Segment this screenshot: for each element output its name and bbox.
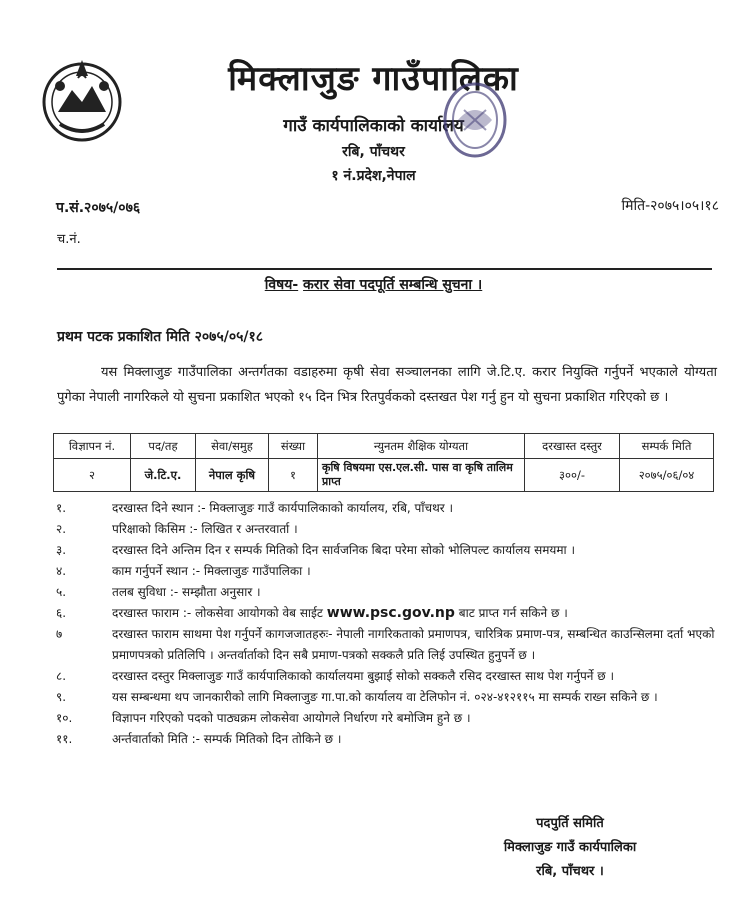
list-item: [56, 561, 720, 582]
table-header-cell: सेवा/समुह: [196, 434, 269, 459]
item-text: विज्ञापन गरिएको पदको पाठ्यक्रम लोकसेवा आयोगले निर्धारण गरे बमोजिम हुने छ ।: [112, 711, 471, 725]
office-address: रबि, पाँचथर: [342, 144, 405, 160]
office-name: गाउँ कार्यपालिकाको कार्यालय: [283, 116, 464, 136]
notice-items: [56, 498, 720, 750]
list-item: [56, 519, 720, 540]
signature-block: [470, 812, 670, 884]
psc-website-link[interactable]: www.psc.gov.np: [326, 605, 455, 621]
table-cell: ३००/-: [525, 459, 620, 492]
item-text: अर्न्तवार्ताको मिति :- सम्पर्क मितिको दिन तोकिने छ ।: [112, 732, 342, 746]
list-item: [56, 708, 720, 729]
item-number: ५.: [56, 585, 67, 599]
intro-paragraph: यस मिक्लाजुङ गाउँपालिका अन्तर्गतका वडाहरुमा कृषी सेवा सञ्चालनका लागि जे.टि.ए. करार नियुक्ति गर्नुपर्ने भएकाले योग्यता पुगेका नेपाली नागरिकले यो सुचना प्रकाशित भएको १५ दिन भित्र रितपुर्वकको दस्तखत पेश गर्नु हुन यो सुचना प्रकाशित गरिएको छ ।: [57, 365, 717, 405]
subject-line: [0, 275, 747, 294]
table-header-cell: पद/तह: [131, 434, 196, 459]
list-item: [56, 540, 720, 561]
item-text: काम गर्नुपर्ने स्थान :- मिक्लाजुङ गाउँपालिका ।: [112, 564, 311, 578]
item-number: २.: [56, 522, 67, 536]
table-cell: २०७५/०६/०४: [620, 459, 714, 492]
table-cell: कृषि विषयमा एस.एल.सी. पास वा कृषि तालिम प्राप्त: [318, 459, 525, 492]
table-cell: नेपाल कृषि: [196, 459, 269, 492]
table-header-cell: संख्या: [269, 434, 318, 459]
item-text: दरखास्त दिने स्थान :- मिक्लाजुङ गाउँ कार्यपालिकाको कार्यालय, रबि, पाँचथर ।: [112, 501, 454, 515]
vacancy-table: [53, 433, 714, 492]
item-number: ८.: [56, 669, 67, 683]
list-item: [56, 729, 720, 750]
item-text: [112, 603, 720, 624]
item-text-before: दरखास्त फाराम :- लोकसेवा आयोगको वेब साईट: [112, 606, 327, 620]
item-number: ३.: [56, 543, 67, 557]
table-cell: २: [54, 459, 131, 492]
item-text: परिक्षाको किसिम :- लिखित र अन्तरवार्ता ।: [112, 522, 298, 536]
list-item: [56, 603, 720, 624]
office-province: १ नं.प्रदेश,नेपाल: [331, 168, 416, 184]
list-item: [56, 687, 720, 708]
table-cell: जे.टि.ए.: [131, 459, 196, 492]
table-header-cell: न्युनतम शैक्षिक योग्यता: [318, 434, 525, 459]
signature-committee: पदपुर्ति समिति: [536, 816, 604, 831]
item-text: दरखास्त फाराम साथमा पेश गर्नुपर्ने कागजजातहरुः- नेपाली नागरिकताको प्रमाणपत्र, चारित्रिक प्रमाण-पत्र, सम्बन्धित काउन्सिलमा दर्ता भएको प्रमाणपत्रको प्रतिलिपि । अन्तर्वार्ताको दिन सबै प्रमाण-पत्रको सक्कलै प्रति लिई उपस्थित हुनुपर्ने छ ।: [112, 627, 715, 662]
letter-date: मिति-२०७५।०५।१८: [621, 198, 719, 214]
table-header-row: [54, 434, 714, 459]
item-number: ९.: [56, 690, 67, 704]
table-header-cell: दरखास्त दस्तुर: [525, 434, 620, 459]
list-item: [56, 666, 720, 687]
signature-address: रबि, पाँचथर ।: [536, 864, 604, 879]
item-text: यस सम्बन्धमा थप जानकारीको लागि मिक्लाजुङ गा.पा.को कार्यालय वा टेलिफोन नं. ०२४-४१२११५ मा सम्पर्क राख्न सकिने छ ।: [112, 690, 658, 704]
item-number: ४.: [56, 564, 67, 578]
list-item: [56, 582, 720, 603]
table-header-cell: विज्ञापन नं.: [54, 434, 131, 459]
item-text: तलब सुविधा :- सम्झौता अनुसार ।: [112, 585, 261, 599]
item-text: दरखास्त दस्तुर मिक्लाजुङ गाउँ कार्यपालिकाको कार्यालयमा बुझाई सोको सक्कलै रसिद दरखास्त साथ पेश गर्नुपर्ने छ ।: [112, 669, 615, 683]
subject-label: विषय-: [264, 277, 299, 293]
table-cell: १: [269, 459, 318, 492]
table-header-cell: सम्पर्क मिति: [620, 434, 714, 459]
list-item: [56, 624, 720, 666]
subject-text: करार सेवा पदपूर्ति सम्बन्धि सुचना ।: [303, 277, 483, 293]
office-title: मिक्लाजुङ गाउँपालिका: [228, 59, 519, 99]
first-published-date: प्रथम पटक प्रकाशित मिति २०७५/०५/१८: [57, 329, 264, 345]
item-number: १०.: [56, 711, 73, 725]
header-divider: [57, 268, 712, 270]
item-text-after: बाट प्राप्त गर्न सकिने छ ।: [454, 606, 568, 620]
item-number: १.: [56, 501, 67, 515]
item-number: ११.: [56, 732, 73, 746]
item-number: ६.: [56, 606, 67, 620]
list-item: [56, 498, 720, 519]
office-stamp-icon: [440, 80, 510, 160]
table-row: [54, 459, 714, 492]
item-number: ७: [56, 627, 63, 641]
item-text: दरखास्त दिने अन्तिम दिन र सम्पर्क मितिको दिन सार्वजनिक बिदा परेमा सोको भोलिपल्ट कार्यालय समयमा ।: [112, 543, 575, 557]
signature-office: मिक्लाजुङ गाउँ कार्यपालिका: [503, 840, 637, 855]
letter-number: प.सं.२०७५/०७६: [56, 200, 141, 216]
dispatch-number: च.नं.: [57, 232, 81, 247]
